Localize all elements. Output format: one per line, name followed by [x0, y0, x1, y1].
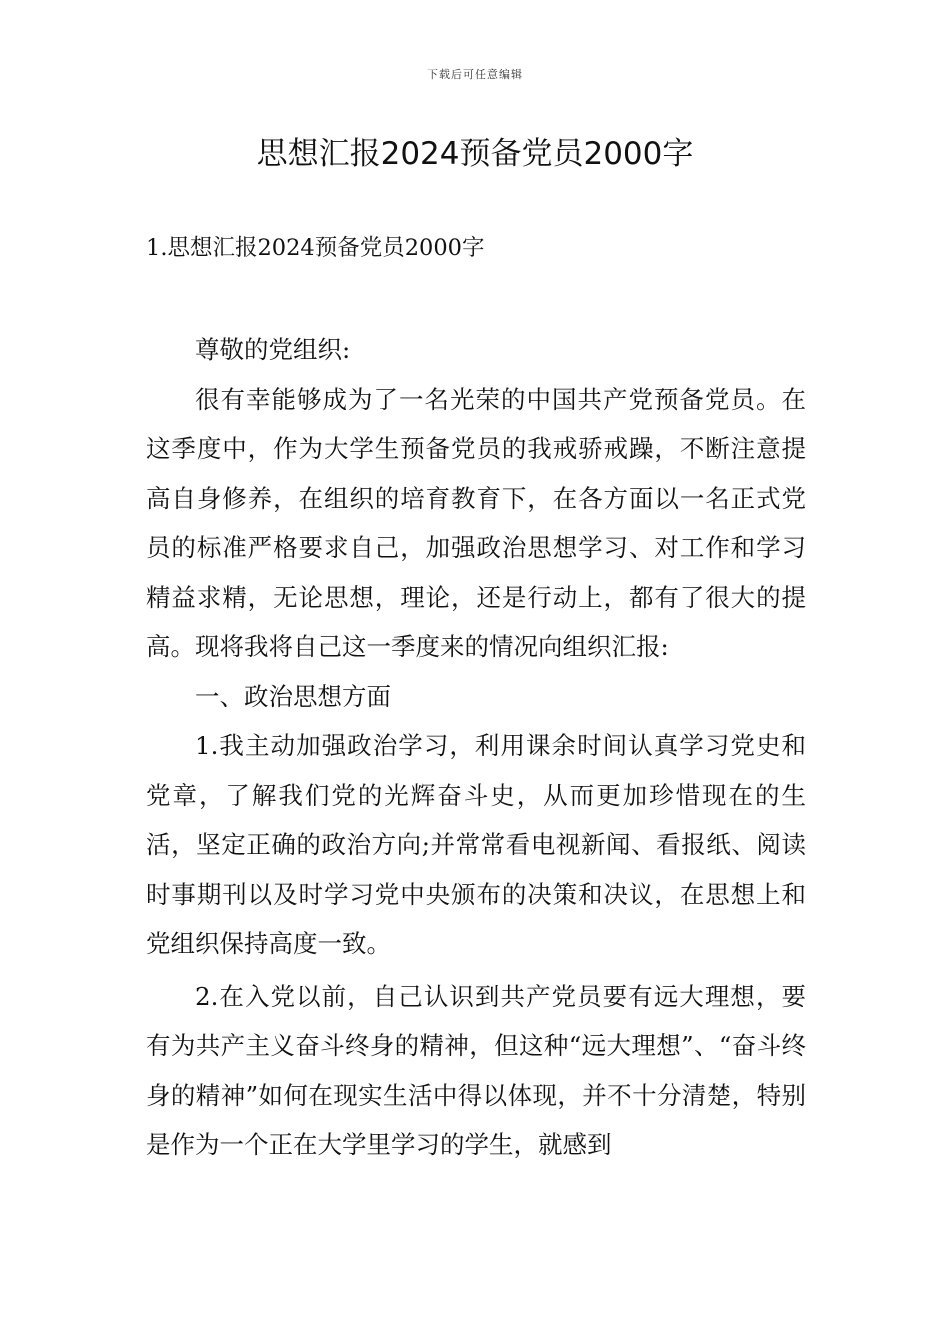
- subheading-political-thought: 一、政治思想方面: [195, 681, 391, 711]
- paragraph-point-2: 2.在入党以前，自己认识到共产党员要有远大理想，要有为共产主义奋斗终身的精神，但这种“远大理想”、“奋斗终身的精神”如何在现实生活中得以体现，并不十分清楚，特别是作为一个正在大学里学习的学生，就感到: [146, 981, 806, 1159]
- salutation: 尊敬的党组织:: [195, 335, 351, 364]
- section-heading: 1.思想汇报2024预备党员2000字: [146, 235, 485, 261]
- paragraph-intro: 很有幸能够成为了一名光荣的中国共产党预备党员。在这季度中，作为大学生预备党员的我戒骄戒躁，不断注意提高自身修养，在组织的培育教育下，在各方面以一名正式党员的标准严格要求自己，加强政治思想学习、对工作和学习精益求精，无论思想，理论，还是行动上，都有了很大的提高。现将我将自己这一季度来的情况向组织汇报:: [146, 384, 806, 661]
- document-title: 思想汇报2024预备党员2000字: [256, 136, 694, 172]
- document-body: [146, 325, 806, 1170]
- paragraph-point-1: 1.我主动加强政治学习，利用课余时间认真学习党史和党章，了解我们党的光辉奋斗史，从而更加珍惜现在的生活，坚定正确的政治方向;并常常看电视新闻、看报纸、阅读时事期刊以及时学习党中央颁布的决策和决议，在思想上和党组织保持高度一致。: [146, 731, 806, 958]
- download-note: 下载后可任意编辑: [427, 68, 523, 81]
